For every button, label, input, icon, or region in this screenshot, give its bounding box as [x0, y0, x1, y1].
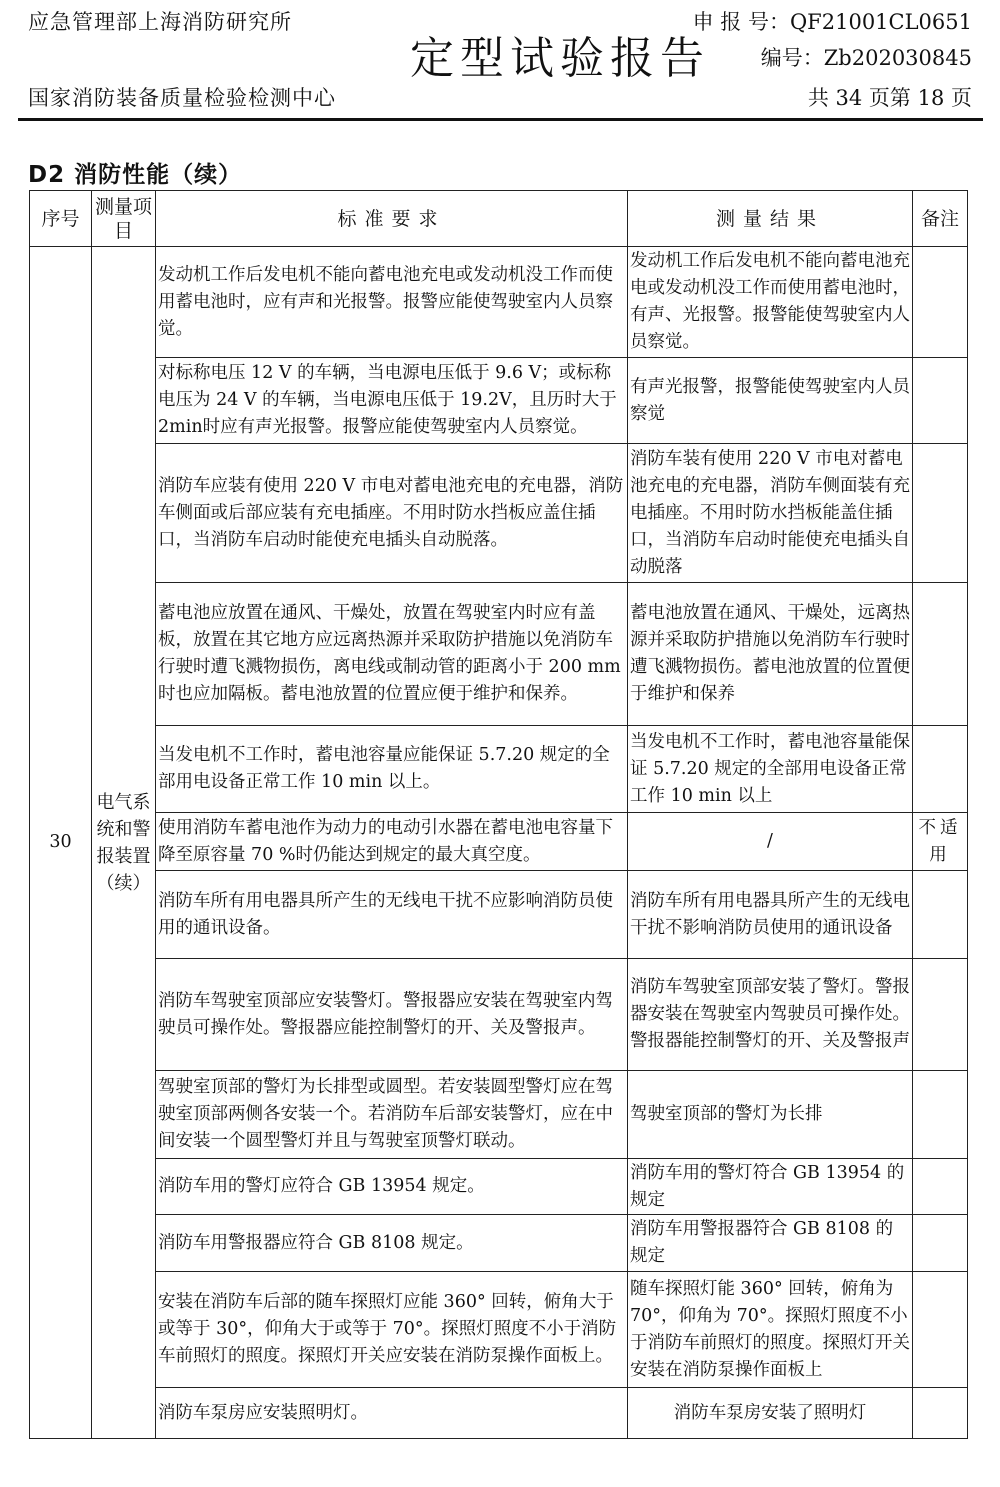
- table-header-row: [30, 191, 968, 247]
- note-cell: [913, 444, 968, 583]
- result-cell: 消防车用警报器符合 GB 8108 的规定: [628, 1215, 913, 1272]
- table-row: [30, 1071, 968, 1159]
- table-row: [30, 583, 968, 726]
- header-item: 测量项目: [92, 191, 156, 247]
- requirement-cell: 驾驶室顶部的警灯为长排型或圆型。若安装圆型警灯应在驾驶室顶部两侧各安装一个。若消防车后部安装警灯，应在中间安装一个圆型警灯并且与驾驶室顶警灯联动。: [156, 1071, 628, 1159]
- table-row: [30, 1159, 968, 1215]
- header-note: 备注: [913, 191, 968, 247]
- result-cell: 消防车所有用电器具所产生的无线电干扰不影响消防员使用的通讯设备: [628, 871, 913, 959]
- header-result: 测量结果: [628, 191, 913, 247]
- note-cell: [913, 1272, 968, 1388]
- table-row: [30, 444, 968, 583]
- result-cell: 消防车泵房安装了照明灯: [628, 1388, 913, 1439]
- requirement-cell: 消防车应装有使用 220 V 市电对蓄电池充电的充电器，消防车侧面或后部应装有充电插座。不用时防水挡板应盖住插口，当消防车启动时能使充电插头自动脱落。: [156, 444, 628, 583]
- result-cell: 驾驶室顶部的警灯为长排: [628, 1071, 913, 1159]
- header-no: 序号: [30, 191, 92, 247]
- result-cell: 随车探照灯能 360° 回转，俯角为 70°，仰角为 70°。探照灯照度不小于消防车前照灯的照度。探照灯开关安装在消防泵操作面板上: [628, 1272, 913, 1388]
- requirement-cell: 消防车驾驶室顶部应安装警灯。警报器应安装在驾驶室内驾驶员可操作处。警报器应能控制警灯的开、关及警报声。: [156, 959, 628, 1071]
- note-cell: [913, 583, 968, 726]
- requirement-cell: 安装在消防车后部的随车探照灯应能 360° 回转，俯角大于或等于 30°，仰角大于或等于 70°。探照灯照度不小于消防车前照灯的照度。探照灯开关应安装在消防泵操作面板上。: [156, 1272, 628, 1388]
- header-standard: 标准要求: [156, 191, 628, 247]
- note-cell: [913, 959, 968, 1071]
- note-cell: [913, 1215, 968, 1272]
- test-table: [29, 190, 968, 1439]
- table-row: [30, 1215, 968, 1272]
- table-row: [30, 871, 968, 959]
- note-cell: 不适用: [913, 813, 968, 871]
- requirement-cell: 发动机工作后发电机不能向蓄电池充电或发动机没工作而使用蓄电池时，应有声和光报警。报警应能使驾驶室内人员察觉。: [156, 247, 628, 358]
- requirement-cell: 消防车泵房应安装照明灯。: [156, 1388, 628, 1439]
- table-row: [30, 1272, 968, 1388]
- requirement-cell: 蓄电池应放置在通风、干燥处，放置在驾驶室内时应有盖板，放置在其它地方应远离热源并采取防护措施以免消防车行驶时遭飞溅物损伤，离电线或制动管的距离小于 200 mm 时也应加隔板。蓄电池放置的位置应便于维护和保养。: [156, 583, 628, 726]
- note-cell: [913, 726, 968, 813]
- table-row: [30, 813, 968, 871]
- note-cell: [913, 1159, 968, 1215]
- result-cell: /: [628, 813, 913, 871]
- group-item: 电气系统和警报装置（续）: [92, 247, 156, 1439]
- header-rule: [18, 118, 983, 121]
- table-row: [30, 358, 968, 444]
- apply-number: 申 报 号：QF21001CL0651: [692, 10, 972, 34]
- institute-name: 应急管理部上海消防研究所: [28, 10, 292, 34]
- result-cell: 消防车驾驶室顶部安装了警灯。警报器安装在驾驶室内驾驶员可操作处。警报器能控制警灯的开、关及警报声: [628, 959, 913, 1071]
- requirement-cell: 当发电机不工作时，蓄电池容量应能保证 5.7.20 规定的全部用电设备正常工作 10 min 以上。: [156, 726, 628, 813]
- center-name: 国家消防装备质量检验检测中心: [28, 86, 336, 110]
- requirement-cell: 使用消防车蓄电池作为动力的电动引水器在蓄电池电容量下降至原容量 70 %时仍能达到规定的最大真空度。: [156, 813, 628, 871]
- result-cell: 消防车用的警灯符合 GB 13954 的规定: [628, 1159, 913, 1215]
- note-cell: [913, 358, 968, 444]
- result-cell: 发动机工作后发电机不能向蓄电池充电或发动机没工作而使用蓄电池时，有声、光报警。报警能使驾驶室内人员察觉。: [628, 247, 913, 358]
- table-row: [30, 726, 968, 813]
- note-cell: [913, 247, 968, 358]
- result-cell: 当发电机不工作时，蓄电池容量能保证 5.7.20 规定的全部用电设备正常工作 10 min 以上: [628, 726, 913, 813]
- group-number: 30: [30, 247, 92, 1439]
- result-cell: 蓄电池放置在通风、干燥处，远离热源并采取防护措施以免消防车行驶时遭飞溅物损伤。蓄电池放置的位置便于维护和保养: [628, 583, 913, 726]
- note-cell: [913, 1388, 968, 1439]
- requirement-cell: 消防车用的警灯应符合 GB 13954 规定。: [156, 1159, 628, 1215]
- result-cell: 有声光报警，报警能使驾驶室内人员察觉: [628, 358, 913, 444]
- requirement-cell: 消防车用警报器应符合 GB 8108 规定。: [156, 1215, 628, 1272]
- requirement-cell: 消防车所有用电器具所产生的无线电干扰不应影响消防员使用的通讯设备。: [156, 871, 628, 959]
- report-title: 定型试验报告: [410, 33, 710, 84]
- section-title: D2 消防性能（续）: [28, 162, 243, 188]
- table-row: [30, 247, 968, 358]
- result-cell: 消防车装有使用 220 V 市电对蓄电池充电的充电器，消防车侧面装有充电插座。不用时防水挡板能盖住插口，当消防车启动时能使充电插头自动脱落: [628, 444, 913, 583]
- note-cell: [913, 1071, 968, 1159]
- table-row: [30, 1388, 968, 1439]
- note-cell: [913, 871, 968, 959]
- table-row: [30, 959, 968, 1071]
- page-counter: 共 34 页第 18 页: [807, 86, 972, 110]
- requirement-cell: 对标称电压 12 V 的车辆，当电源电压低于 9.6 V；或标称电压为 24 V 的车辆，当电源电压低于 19.2V，且历时大于2min时应有声光报警。报警应能使驾驶室内人员察觉。: [156, 358, 628, 444]
- serial-number: 编号：Zb202030845: [760, 46, 972, 70]
